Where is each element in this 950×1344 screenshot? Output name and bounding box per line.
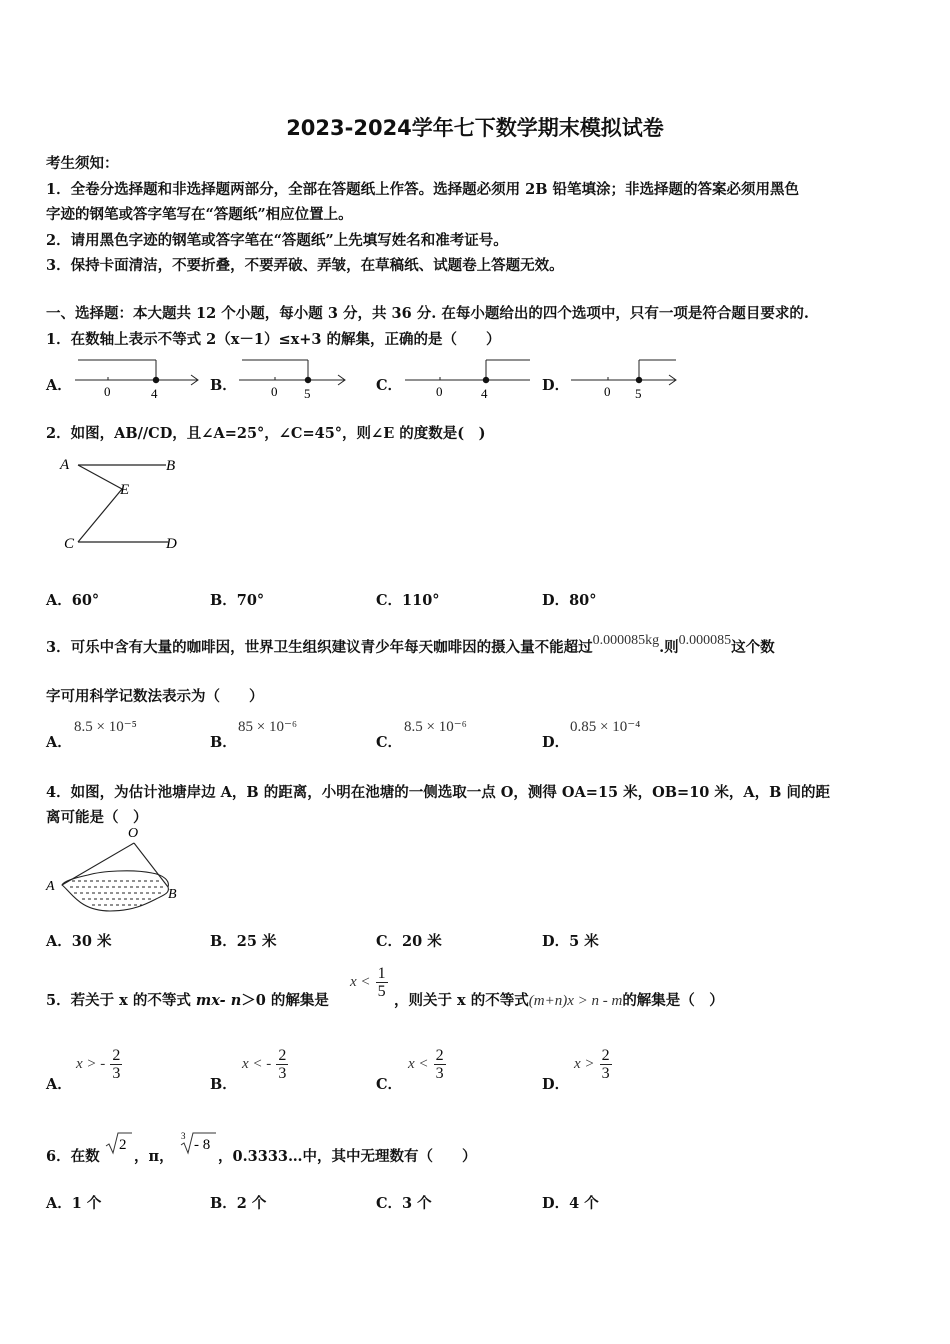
q4-option-d: D．5 米 bbox=[542, 933, 599, 950]
q1-d-tick-5: 5 bbox=[635, 386, 642, 401]
q3-stem-b: .则 bbox=[659, 639, 679, 656]
q5-option-a-expr: x > - $\frac{2}{3}$ bbox=[76, 1047, 121, 1082]
q2-point-e: E bbox=[120, 482, 130, 498]
q6-option-c: C．3 个 bbox=[376, 1195, 432, 1212]
q5-stem-d: 的解集是（ ） bbox=[622, 992, 724, 1009]
q1-d-tick-0: 0 bbox=[604, 384, 611, 399]
q2-option-c: C．110° bbox=[376, 592, 440, 609]
q2-point-a: A bbox=[60, 457, 70, 473]
q4-point-o: O bbox=[128, 826, 139, 841]
q5-option-c-label: C． bbox=[376, 1076, 403, 1093]
q1-option-b-label: B． bbox=[210, 377, 237, 394]
q3-option-a-label: A． bbox=[46, 734, 72, 751]
q3-option-b-expr: 85 × 10⁻⁶ bbox=[238, 719, 298, 735]
q2-point-b: B bbox=[166, 458, 176, 474]
notice-line-2: 2．请用黑色字迹的钢笔或答字笔在“答题纸”上先填写姓名和准考证号。 bbox=[46, 232, 508, 249]
q2-stem: 2．如图，AB//CD，且∠A=25°，∠C=45°，则∠E 的度数是( ) bbox=[46, 425, 486, 442]
q5-option-b-label: B． bbox=[210, 1076, 237, 1093]
notice-line-1b: 字迹的钢笔或答字笔写在“答题纸”相应位置上。 bbox=[46, 206, 353, 223]
q1-b-tick-0: 0 bbox=[271, 384, 278, 399]
q4-option-b: B．25 米 bbox=[210, 933, 277, 950]
q6-cbrt-index: 3 bbox=[181, 1131, 186, 1141]
q5-stem-b: ＞0 的解集是 bbox=[241, 992, 329, 1009]
q6-option-b: B．2 个 bbox=[210, 1195, 267, 1212]
q6-stem-b: ，π， bbox=[134, 1148, 174, 1165]
q5-frac-num: 1 bbox=[377, 965, 386, 982]
q6-option-a: A．1 个 bbox=[46, 1195, 102, 1212]
q3-option-a-expr: 8.5 × 10⁻⁵ bbox=[74, 719, 137, 735]
q2-figure bbox=[52, 450, 192, 560]
q1-b-tick-5: 5 bbox=[304, 386, 311, 401]
q5-option-d-label: D． bbox=[542, 1076, 570, 1093]
q5-condition bbox=[350, 965, 388, 1000]
q4-option-c: C．20 米 bbox=[376, 933, 442, 950]
q2-option-a: A．60° bbox=[46, 592, 100, 609]
q5-stem-expr: mx- n bbox=[195, 992, 242, 1009]
q6-sqrt2-value: 2 bbox=[119, 1137, 127, 1153]
q5-stem-part-1 bbox=[46, 989, 329, 1010]
q1-option-a-label: A． bbox=[46, 377, 72, 394]
q5-stem-part-2 bbox=[394, 989, 724, 1010]
q3-stem-c: 这个数 bbox=[731, 639, 775, 656]
q3-stem-line-1 bbox=[46, 633, 775, 657]
q3-value: 0.000085 bbox=[678, 633, 732, 648]
q6-cbrt-value: - 8 bbox=[194, 1137, 211, 1153]
q1-a-tick-0: 0 bbox=[104, 384, 111, 399]
q5-frac-den: 5 bbox=[377, 983, 386, 1000]
q5-option-c-expr: x < $\frac{2}{3}$ bbox=[408, 1047, 444, 1082]
q1-option-d-numberline bbox=[566, 352, 686, 402]
q4-stem-line-1: 4．如图，为估计池塘岸边 A，B 的距离，小明在池塘的一侧选取一点 O，测得 OA=15 米，OB=10 米，A，B 间的距 bbox=[46, 784, 830, 801]
q3-option-d-expr: 0.85 × 10⁻⁴ bbox=[570, 719, 641, 735]
q1-option-c-label: C． bbox=[376, 377, 403, 394]
q5-x-lt: x < bbox=[350, 974, 371, 990]
q1-a-tick-4: 4 bbox=[151, 386, 158, 401]
q3-value-kg: 0.000085kg bbox=[592, 633, 660, 648]
q1-option-a-numberline bbox=[70, 352, 210, 402]
q3-option-b-label: B． bbox=[210, 734, 237, 751]
q3-option-c-expr: 8.5 × 10⁻⁶ bbox=[404, 719, 467, 735]
q5-inequality: (m+n)x > n - m bbox=[528, 993, 623, 1009]
q4-point-b: B bbox=[168, 887, 177, 902]
q5-option-a-label: A． bbox=[46, 1076, 72, 1093]
q1-c-tick-0: 0 bbox=[436, 384, 443, 399]
cube-root-symbol bbox=[178, 1130, 218, 1156]
q4-point-a: A bbox=[46, 879, 55, 894]
q3-stem-line-2: 字可用科学记数法表示为（ ） bbox=[46, 688, 264, 705]
q5-option-b-expr: x < - $\frac{2}{3}$ bbox=[242, 1047, 287, 1082]
q6-option-d: D．4 个 bbox=[542, 1195, 599, 1212]
q3-option-c-label: C． bbox=[376, 734, 403, 751]
q6-stem-c: ，0.3333…中，其中无理数有（ ） bbox=[218, 1148, 477, 1165]
section-heading: 一、选择题：本大题共 12 个小题，每小题 3 分，共 36 分. 在每小题给出的四个选项中，只有一项是符合题目要求的. bbox=[46, 305, 809, 322]
notice-line-1a: 1．全卷分选择题和非选择题两部分，全部在答题纸上作答。选择题必须用 2B 铅笔填涂；非选择题的答案必须用黑色 bbox=[46, 181, 800, 198]
q1-stem: 1．在数轴上表示不等式 2（x－1）≤x+3 的解集，正确的是（ ） bbox=[46, 331, 501, 348]
q1-c-tick-4: 4 bbox=[481, 386, 488, 401]
q1-option-d-label: D． bbox=[542, 377, 570, 394]
q4-stem-line-2: 离可能是（ ） bbox=[46, 809, 148, 826]
q2-option-b: B．70° bbox=[210, 592, 265, 609]
q5-fraction bbox=[376, 965, 388, 1000]
q6-stem-a: 6．在数 bbox=[46, 1148, 100, 1165]
q1-option-b-numberline bbox=[234, 352, 354, 402]
q5-stem-c: ，则关于 x 的不等式 bbox=[394, 992, 529, 1009]
notice-heading: 考生须知： bbox=[46, 155, 119, 172]
q2-point-c: C bbox=[64, 536, 75, 552]
q2-point-d: D bbox=[166, 536, 177, 552]
notice-line-3: 3．保持卡面清洁，不要折叠，不要弄破、弄皱，在草稿纸、试题卷上答题无效。 bbox=[46, 257, 564, 274]
q2-option-d: D．80° bbox=[542, 592, 597, 609]
q3-stem-a: 3．可乐中含有大量的咖啡因，世界卫生组织建议青少年每天咖啡因的摄入量不能超过 bbox=[46, 639, 593, 656]
q3-option-d-label: D． bbox=[542, 734, 570, 751]
page-title: 2023-2024学年七下数学期末模拟试卷 bbox=[286, 116, 664, 140]
q4-pond-figure bbox=[44, 823, 194, 918]
q5-stem-a: 5．若关于 x 的不等式 bbox=[46, 992, 196, 1009]
q5-option-d-expr: x > $\frac{2}{3}$ bbox=[574, 1047, 610, 1082]
q1-option-c-numberline bbox=[400, 352, 540, 402]
q4-option-a: A．30 米 bbox=[46, 933, 112, 950]
sqrt2-symbol bbox=[104, 1130, 134, 1156]
